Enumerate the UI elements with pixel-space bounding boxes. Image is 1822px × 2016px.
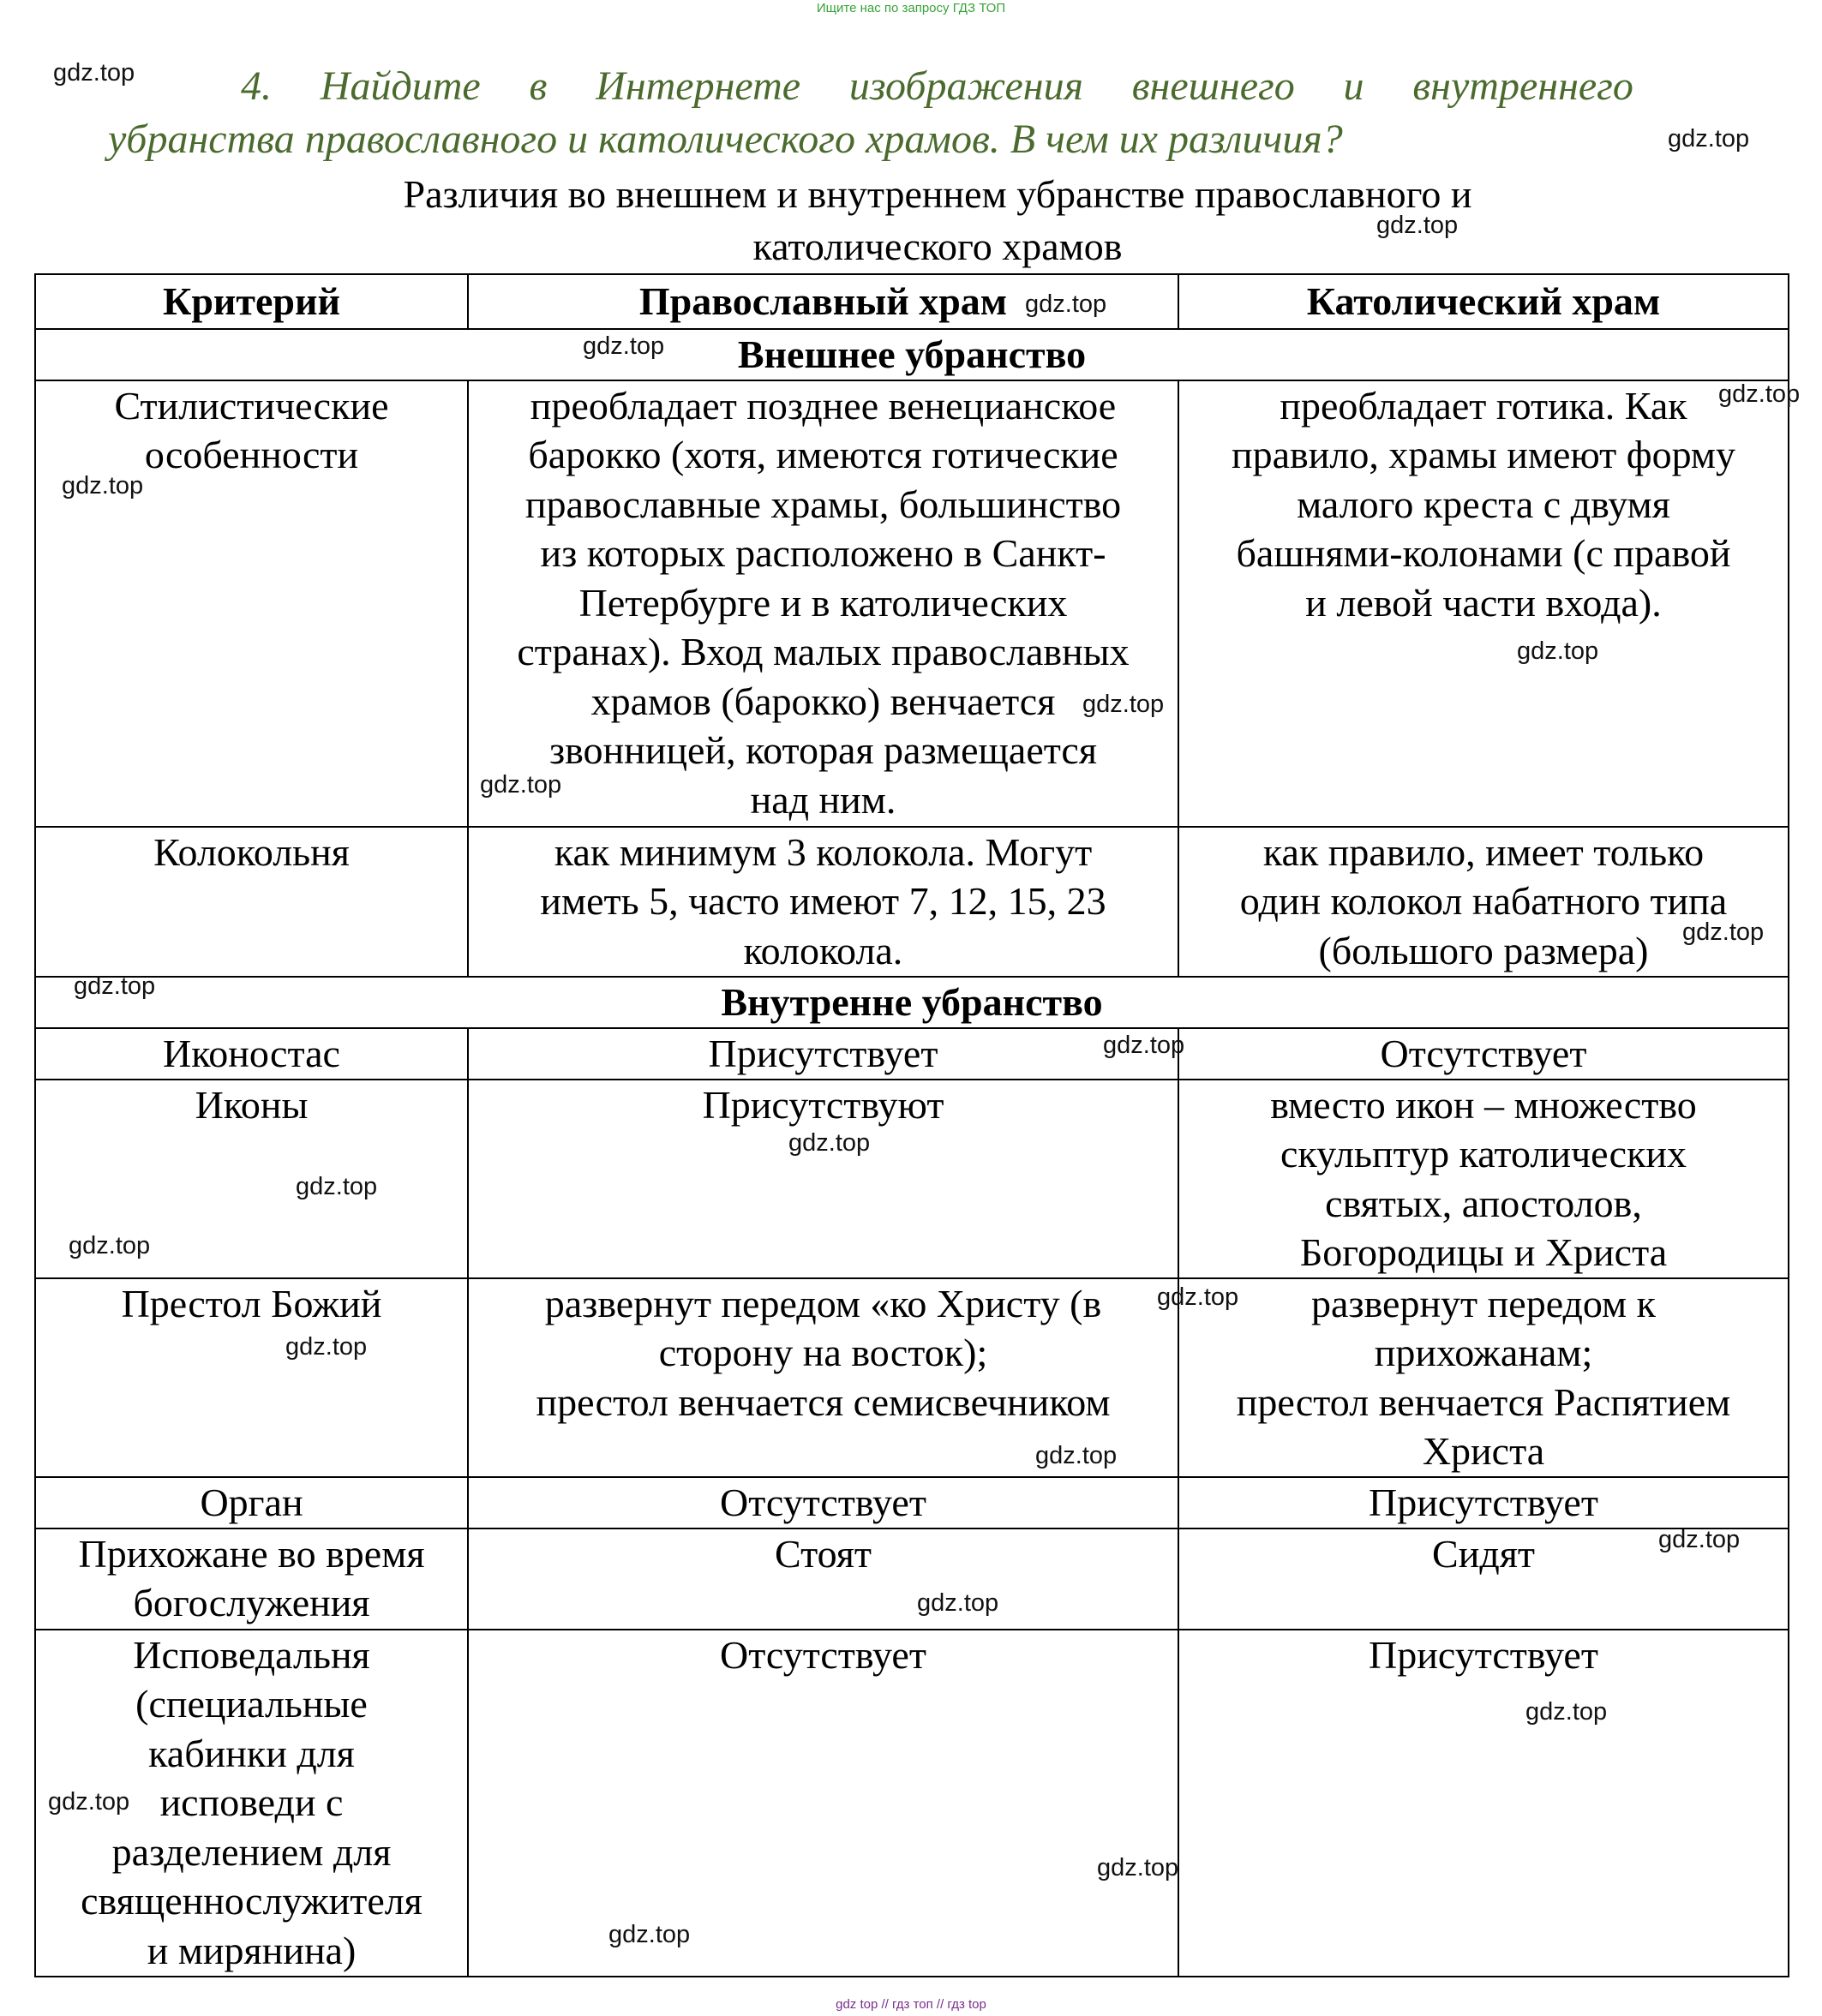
catholic-cell	[1178, 1477, 1789, 1528]
criterion-cell	[35, 1278, 468, 1477]
watermark-text: gdz.top	[1035, 1442, 1118, 1469]
cell-line: Стилистические	[114, 383, 389, 428]
table-row	[35, 827, 1789, 977]
criterion-cell	[35, 827, 468, 977]
cell-line: богослужения	[133, 1581, 370, 1624]
cell-line: над ним.	[750, 777, 896, 822]
criterion-cell	[35, 1528, 468, 1630]
cell-line: малого креста с двумя	[1297, 482, 1670, 526]
question-word: Найдите	[320, 63, 481, 109]
cell-line: Отсутствует	[720, 1480, 926, 1524]
cell-line: Присутствует	[1369, 1480, 1598, 1524]
cell-line: из которых расположено в Санкт-	[540, 531, 1106, 575]
cell-line: преобладает позднее венецианское	[530, 383, 1117, 428]
cell-line: скульптур католических	[1280, 1132, 1687, 1176]
section-title: Внутренне убранство	[35, 977, 1789, 1028]
watermark-text: gdz.top	[1097, 1854, 1179, 1881]
cell-line: сторону на восток);	[658, 1331, 988, 1374]
header-note: Ищите нас по запросу ГДЗ ТОП	[816, 1, 1006, 15]
watermark-text: gdz.top	[583, 332, 665, 360]
watermark-text: gdz.top	[1103, 1032, 1185, 1059]
question-line-1	[241, 60, 1633, 113]
watermark-text: gdz.top	[1025, 290, 1107, 318]
cell-line: колокола.	[743, 928, 903, 972]
cell-line: Стоят	[775, 1531, 872, 1576]
cell-line: как минимум 3 колокола. Могут	[554, 829, 1093, 874]
cell-line: храмов (барокко) венчается	[590, 679, 1056, 723]
criterion-cell	[35, 1028, 468, 1080]
cell-line: престол венчается Распятием	[1236, 1379, 1731, 1424]
cell-line: Орган	[200, 1480, 303, 1524]
watermark-text: gdz.top	[62, 472, 144, 500]
section-title: Внешнее убранство	[35, 329, 1789, 380]
table-row	[35, 1278, 1789, 1477]
cell-line: исповеди с	[159, 1780, 344, 1824]
watermark-text: gdz.top	[917, 1589, 999, 1617]
cell-line: Богородицы и Христа	[1299, 1230, 1668, 1274]
cell-line: особенности	[144, 433, 359, 476]
cell-line: священнослужителя	[81, 1879, 423, 1923]
cell-line: православные храмы, большинство	[524, 482, 1122, 526]
catholic-cell	[1178, 1630, 1789, 1977]
question-word: изображения	[848, 63, 1083, 109]
cell-line: правило, храмы имеют форму	[1232, 433, 1735, 476]
cell-line: развернут передом к	[1310, 1281, 1656, 1325]
orthodox-cell	[468, 827, 1178, 977]
watermark-text: gdz.top	[1376, 212, 1459, 239]
footer-note: gdz top // гдз топ // гдз top	[836, 1997, 986, 2012]
cell-line: звонницей, которая размещается	[548, 728, 1097, 772]
cell-line: вместо икон – множество	[1270, 1082, 1697, 1127]
cell-line: Сидят	[1432, 1531, 1535, 1576]
watermark-text: gdz.top	[1157, 1283, 1239, 1311]
table-row	[35, 1630, 1789, 1977]
table-caption	[34, 168, 1822, 272]
watermark-text: gdz.top	[1682, 918, 1765, 946]
cell-line: как правило, имеет только	[1262, 829, 1705, 874]
watermark-text: gdz.top	[69, 1232, 151, 1259]
watermark-text: gdz.top	[48, 1788, 130, 1816]
orthodox-cell	[468, 1630, 1178, 1977]
cell-line: Отсутствует	[1380, 1031, 1587, 1075]
cell-line: один колокол набатного типа	[1239, 879, 1728, 923]
watermark-text: gdz.top	[296, 1173, 378, 1200]
criterion-cell	[35, 1477, 468, 1528]
cell-line: (специальные	[135, 1682, 368, 1726]
orthodox-cell	[468, 1477, 1178, 1528]
orthodox-cell	[468, 380, 1178, 827]
watermark-text: gdz.top	[53, 59, 135, 87]
cell-line: развернут передом «ко Христу (в	[544, 1281, 1102, 1325]
cell-line: странах). Вход малых православных	[517, 630, 1130, 673]
cell-line: прихожанам;	[1374, 1331, 1593, 1374]
question-line-2: убранства православного и католического храмов. В чем их различия?	[108, 117, 1343, 162]
table-row	[35, 1477, 1789, 1528]
orthodox-cell	[468, 1080, 1178, 1278]
cell-line: разделением для	[111, 1829, 392, 1874]
cell-line: Иконостас	[163, 1031, 340, 1075]
cell-line: и мирянина)	[147, 1928, 357, 1972]
header-criterion: Критерий	[35, 274, 468, 329]
watermark-text: gdz.top	[1517, 637, 1599, 665]
section-external-row	[35, 329, 1789, 380]
question-number: 4.	[241, 63, 272, 109]
watermark-text: gdz.top	[1658, 1526, 1741, 1553]
watermark-text: gdz.top	[608, 1921, 691, 1948]
cell-line: преобладает готика. Как	[1280, 383, 1687, 428]
cell-line: и левой части входа).	[1305, 580, 1662, 625]
orthodox-cell	[468, 1528, 1178, 1630]
cell-line: Присутствует	[708, 1031, 938, 1075]
cell-line: Иконы	[195, 1082, 309, 1127]
cell-line: Престол Божий	[121, 1281, 382, 1325]
cell-line: Прихожане во время	[78, 1531, 425, 1576]
cell-line: Христа	[1422, 1429, 1545, 1473]
watermark-text: gdz.top	[788, 1129, 871, 1157]
watermark-text: gdz.top	[74, 972, 156, 1000]
question-word: и	[1343, 63, 1364, 109]
criterion-cell	[35, 380, 468, 827]
caption-line-1: Различия во внешнем и внутреннем убранстве православного и	[403, 172, 1472, 216]
cell-line: святых, апостолов,	[1325, 1181, 1642, 1225]
section-internal-row	[35, 977, 1789, 1028]
header-catholic: Католический храм	[1178, 274, 1789, 329]
catholic-cell	[1178, 827, 1789, 977]
table-row	[35, 380, 1789, 827]
question-word: в	[529, 63, 548, 109]
caption-line-2: католического храмов	[752, 224, 1123, 268]
orthodox-cell	[468, 1028, 1178, 1080]
catholic-cell	[1178, 380, 1789, 827]
cell-line: Присутствует	[1369, 1632, 1598, 1677]
question-word: Интернете	[596, 63, 801, 109]
catholic-cell	[1178, 1080, 1789, 1278]
cell-line: Колокольня	[153, 829, 350, 874]
cell-line: Петербурге и в католических	[578, 580, 1068, 625]
watermark-text: gdz.top	[285, 1333, 368, 1361]
watermark-text: gdz.top	[1668, 125, 1750, 153]
question-word: внутреннего	[1412, 63, 1633, 109]
table-row	[35, 1028, 1789, 1080]
cell-line: иметь 5, часто имеют 7, 12, 15, 23	[540, 879, 1106, 923]
catholic-cell	[1178, 1028, 1789, 1080]
header-row	[35, 274, 1789, 329]
watermark-text: gdz.top	[480, 771, 562, 799]
cell-line: Исповедальня	[133, 1632, 370, 1677]
catholic-cell	[1178, 1278, 1789, 1477]
cell-line: Отсутствует	[720, 1632, 926, 1677]
cell-line: Присутствуют	[702, 1082, 944, 1127]
cell-line: престол венчается семисвечником	[536, 1379, 1111, 1424]
watermark-text: gdz.top	[1525, 1698, 1608, 1726]
cell-line: кабинки для	[148, 1731, 355, 1775]
cell-line: (большого размера)	[1318, 928, 1649, 972]
cell-line: башнями-колонами (с правой	[1236, 531, 1731, 575]
cell-line: барокко (хотя, имеются готические	[528, 433, 1118, 476]
watermark-text: gdz.top	[1082, 691, 1165, 718]
header-orthodox: Православный храм	[468, 274, 1178, 329]
watermark-text: gdz.top	[1718, 380, 1801, 408]
table-row	[35, 1528, 1789, 1630]
question-word: внешнего	[1131, 63, 1295, 109]
